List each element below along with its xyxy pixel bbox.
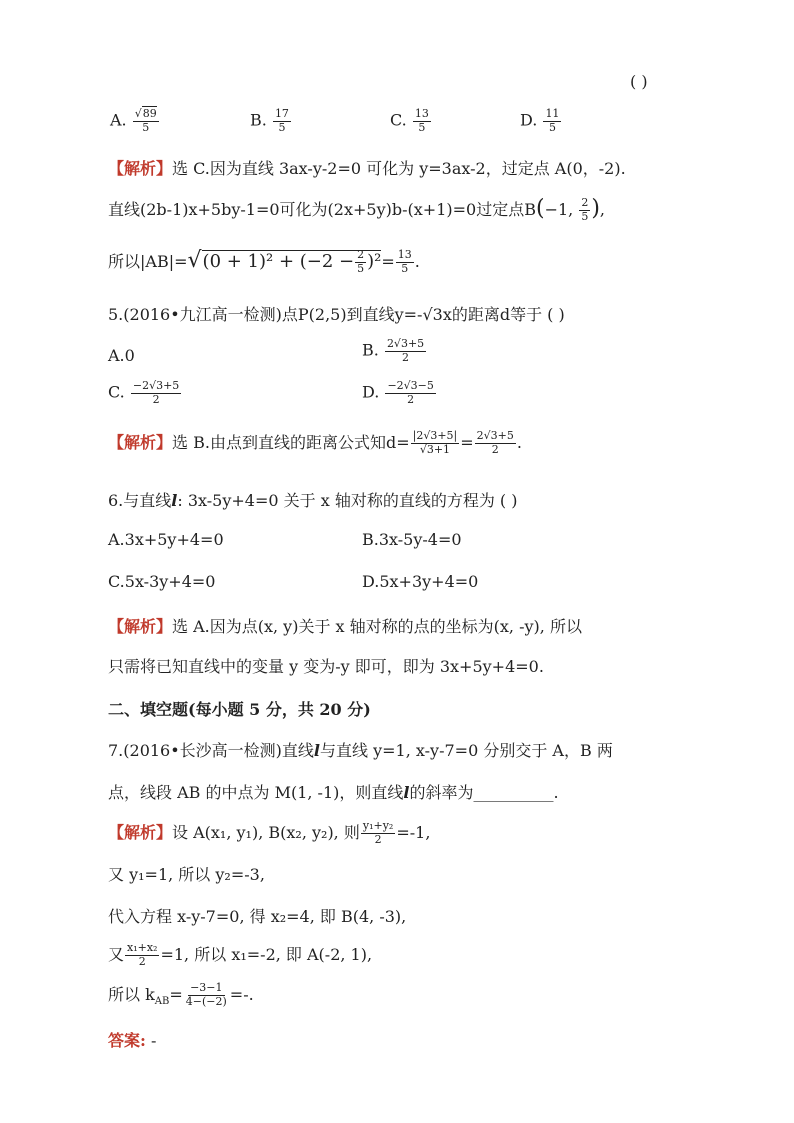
q5-option-d-fraction bbox=[385, 380, 435, 406]
q6-jiexi-tag: 【解析】 bbox=[108, 617, 173, 636]
q5-jiexi-f1-num: |2√3+5| bbox=[412, 429, 458, 443]
q4-jiexi-expr-fraction bbox=[355, 249, 366, 275]
q7-jiexi-tag: 【解析】 bbox=[108, 823, 173, 842]
q5-jiexi-tag: 【解析】 bbox=[108, 433, 173, 452]
q7-jiexi-line4-post: =1, 所以 x₁=-2, 即 A(-2, 1), bbox=[160, 945, 373, 964]
q5-option-b-label: B. bbox=[362, 340, 379, 360]
q4-jiexi-text3: 所以|AB|= bbox=[108, 252, 188, 271]
q4-jiexi-tag: 【解析】 bbox=[108, 159, 173, 178]
q7-jiexi-f2-num: x₁+x₂ bbox=[127, 941, 158, 955]
q5-option-b-fraction bbox=[385, 338, 426, 364]
q7-jiexi-line5-eq: = bbox=[169, 985, 183, 1004]
q4-option-a-fraction: $\frac{√89}{5}$ bbox=[134, 107, 157, 134]
q4-option-b bbox=[250, 108, 292, 134]
q5-option-b-den: 2 bbox=[402, 350, 410, 364]
q7-jiexi-line4 bbox=[108, 942, 372, 969]
q4-option-c-den: 5 bbox=[418, 120, 426, 134]
q5-jiexi: 【解析】选 B.由点到直线的距离公式知d= $\frac{|2√3+5|}{√3+1}$ = $\frac{2√3+5}{2}$ . bbox=[108, 429, 522, 456]
q4-jiexi-line1 bbox=[108, 156, 626, 179]
q4-option-a bbox=[110, 108, 160, 134]
q4-jiexi-line3: 所以|AB|=√(0 + 1)² + (−2 − $\frac{2}{5}$ )²= $\frac{13}{5}$ . bbox=[108, 247, 420, 275]
q4-jiexi-expr-den: 5 bbox=[357, 261, 365, 275]
q4-answer-paren: ( ) bbox=[630, 72, 648, 91]
q6-jiexi-text1: 选 A.因为点(x, y)关于 x 轴对称的点的坐标为(x, -y), 所以 bbox=[172, 617, 582, 636]
q5-option-d bbox=[362, 380, 437, 406]
q6-option-d: D.5x+3y+4=0 bbox=[362, 572, 479, 591]
q5-option-c-fraction bbox=[131, 380, 181, 406]
q5-option-c-label: C. bbox=[108, 382, 125, 402]
q7-jiexi-f2-den: 2 bbox=[138, 955, 146, 968]
q7-jiexi-line5-end: =-. bbox=[229, 985, 254, 1004]
q5-option-b-num: 2√3+5 bbox=[386, 337, 425, 350]
q4-option-b-label: B. bbox=[250, 110, 267, 130]
q4-option-d-label: D. bbox=[520, 110, 538, 130]
q4-jiexi-text2: 直线(2b-1)x+5by-1=0可化为(2x+5y)b-(x+1)=0过定点B bbox=[108, 200, 536, 219]
q4-jiexi-result-num: 13 bbox=[397, 248, 412, 262]
q7-jiexi-text1: 设 A(x₁, y₁), B(x₂, y₂), 则 bbox=[172, 823, 360, 842]
q7-jiexi-fraction2 bbox=[125, 942, 159, 968]
q5-option-a: A.0 bbox=[108, 346, 135, 365]
q7-jiexi-fraction1 bbox=[361, 820, 395, 846]
q5-jiexi-f2-num: 2√3+5 bbox=[476, 429, 514, 443]
q5-option-c-num: −2√3+5 bbox=[132, 379, 180, 392]
q4-option-b-num: 17 bbox=[274, 107, 289, 120]
q5-jiexi-fraction1 bbox=[411, 430, 460, 456]
q7-jiexi-line4-pre: 又 bbox=[108, 945, 125, 964]
q4-option-d bbox=[520, 108, 562, 134]
section-title: 二、填空题(每小题 5 分，共 20 分) bbox=[108, 700, 371, 719]
q7-stem1-l: l bbox=[313, 741, 320, 760]
q4-jiexi-result-fraction bbox=[396, 249, 414, 275]
q4-option-c bbox=[390, 108, 432, 134]
q4-point-b-num: 2 bbox=[581, 196, 589, 210]
q4-option-d-fraction bbox=[543, 108, 561, 134]
q6-stem-l: l bbox=[171, 491, 178, 510]
q7-jiexi-line1 bbox=[108, 820, 430, 847]
q7-stem2-post: 的斜率为__________. bbox=[409, 783, 559, 802]
q5-jiexi-f2-den: 2 bbox=[491, 443, 499, 456]
q7-stem2-l: l bbox=[403, 783, 410, 802]
q7-jiexi-line3: 代入方程 x-y-7=0, 得 x₂=4, 即 B(4, -3), bbox=[108, 907, 407, 926]
q4-option-a-num: 89 bbox=[142, 107, 157, 120]
q6-option-a: A.3x+5y+4=0 bbox=[108, 530, 224, 549]
q6-option-b: B.3x-5y-4=0 bbox=[362, 530, 462, 549]
q4-option-a-label: A. bbox=[110, 110, 127, 130]
q7-jiexi-line5 bbox=[108, 982, 254, 1009]
q4-option-d-den: 5 bbox=[548, 120, 556, 134]
q6-stem-pre: 6.与直线 bbox=[108, 491, 172, 510]
q4-jiexi-text1: 选 C.因为直线 3ax-y-2=0 可化为 y=3ax-2，过定点 A(0，-2). bbox=[172, 159, 626, 178]
q4-jiexi-result-den: 5 bbox=[401, 262, 409, 275]
q6-option-c: C.5x-3y+4=0 bbox=[108, 572, 216, 591]
q4-jiexi-line2: 直线(2b-1)x+5by-1=0可化为(2x+5y)b-(x+1)=0过定点B(−1, $\frac{2}{5}$ ), bbox=[108, 196, 606, 223]
q5-option-c-den: 2 bbox=[152, 392, 160, 406]
q7-jiexi-f1-num: y₁+y₂ bbox=[362, 819, 394, 833]
q7-stem-line1 bbox=[108, 738, 613, 761]
q7-stem1-post: 与直线 y=1, x-y-7=0 分别交于 A，B 两 bbox=[320, 741, 613, 760]
q7-answer-label: 答案: bbox=[108, 1031, 146, 1050]
q4-option-a-den: 5 bbox=[142, 120, 150, 134]
q5-option-c bbox=[108, 380, 182, 406]
q6-jiexi-line1 bbox=[108, 614, 582, 637]
q7-jiexi-f3-den: 4−(−2) bbox=[185, 995, 227, 1008]
q4-point-b-fraction bbox=[579, 197, 590, 223]
q7-jiexi-f1-den: 2 bbox=[374, 833, 382, 846]
q4-option-c-num: 13 bbox=[414, 107, 429, 120]
q4-point-b-x: −1, bbox=[544, 200, 574, 219]
q5-option-d-num: −2√3−5 bbox=[387, 379, 434, 392]
q5-option-d-den: 2 bbox=[407, 392, 415, 406]
q5-jiexi-text: 选 B.由点到直线的距离公式知d= bbox=[172, 433, 410, 452]
q7-jiexi-f3-num: −3−1 bbox=[190, 981, 223, 995]
q5-option-b bbox=[362, 338, 427, 364]
q4-option-d-num: 11 bbox=[545, 107, 560, 120]
q4-option-c-fraction bbox=[413, 108, 431, 134]
q6-stem-post: : 3x-5y+4=0 关于 x 轴对称的直线的方程为 ( ) bbox=[177, 491, 518, 510]
q7-stem-line2 bbox=[108, 780, 559, 803]
q5-option-d-label: D. bbox=[362, 382, 380, 402]
q4-jiexi-expr-num: 2 bbox=[357, 247, 365, 261]
q7-stem2-pre: 点，线段 AB 的中点为 M(1, -1)，则直线 bbox=[108, 783, 404, 802]
q7-stem1-pre: 7.(2016•长沙高一检测)直线 bbox=[108, 741, 314, 760]
q5-stem: 5.(2016•九江高一检测)点P(2,5)到直线y=-√3x的距离d等于 ( ) bbox=[108, 305, 565, 324]
q4-point-b-den: 5 bbox=[581, 210, 589, 223]
q7-jiexi-line5-pre: 所以 k bbox=[108, 985, 155, 1004]
q4-option-c-label: C. bbox=[390, 110, 407, 130]
q7-answer-value: - bbox=[151, 1031, 157, 1050]
q7-jiexi-text1-end: =-1, bbox=[396, 823, 431, 842]
q4-option-b-fraction bbox=[273, 108, 291, 134]
q4-option-b-den: 5 bbox=[278, 120, 286, 134]
q7-answer bbox=[108, 1028, 156, 1051]
q5-jiexi-fraction2 bbox=[475, 430, 516, 456]
q7-jiexi-line2: 又 y₁=1, 所以 y₂=-3, bbox=[108, 865, 265, 884]
q7-jiexi-fraction3 bbox=[184, 982, 229, 1008]
q4-jiexi-expr: (0 + 1)² + (−2 − bbox=[202, 251, 355, 272]
q7-jiexi-line5-sub: AB bbox=[154, 996, 170, 1008]
q6-jiexi-line2: 只需将已知直线中的变量 y 变为-y 即可，即为 3x+5y+4=0. bbox=[108, 657, 544, 676]
q5-jiexi-f1-den: √3+1 bbox=[419, 443, 451, 456]
q6-stem bbox=[108, 488, 518, 511]
